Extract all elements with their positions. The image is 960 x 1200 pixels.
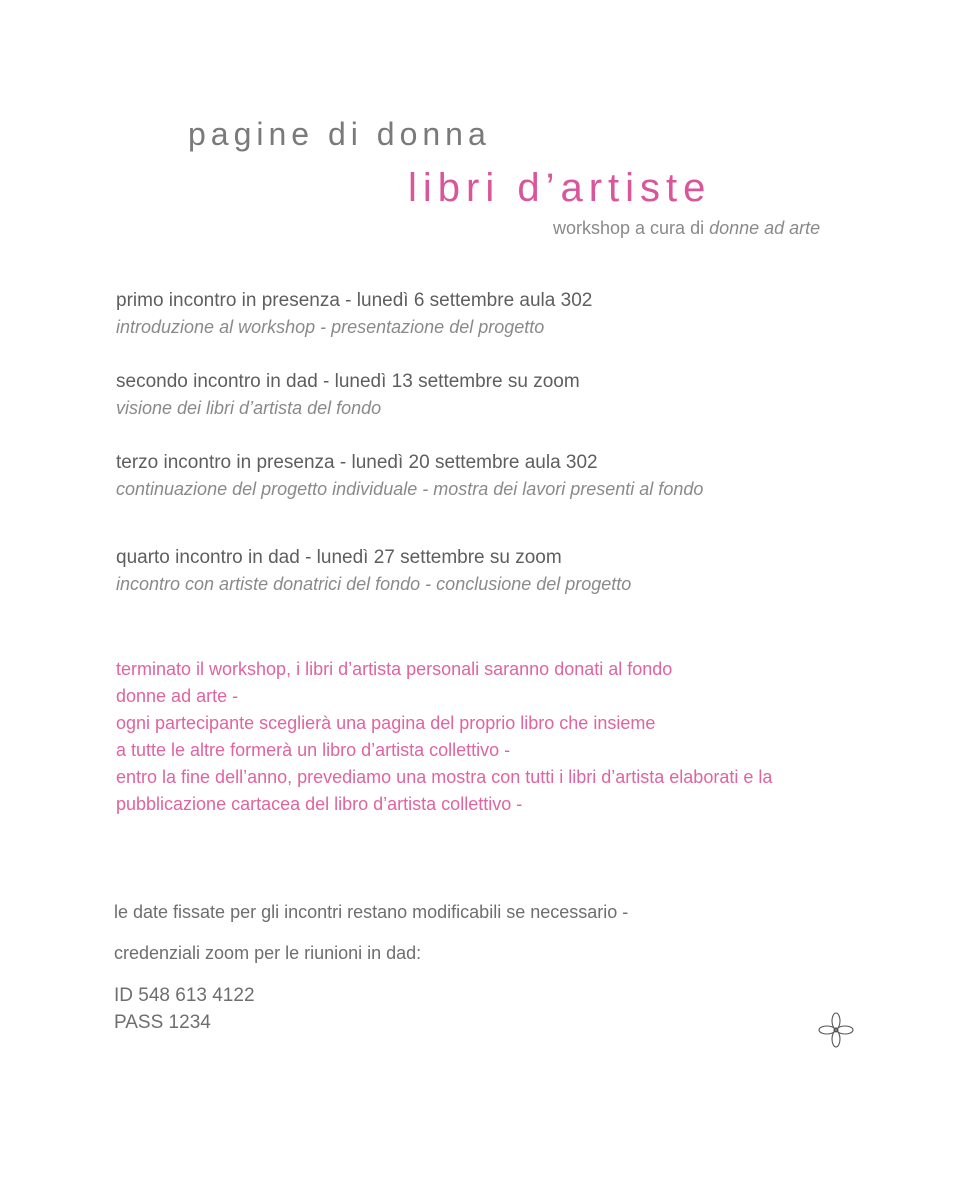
meeting-description: visione dei libri d’artista del fondo [116,398,382,418]
workshop-credit [553,218,820,239]
meeting-description: incontro con artiste donatrici del fondo - conclusione del progetto [116,574,632,594]
zoom-id: ID 548 613 4122 [114,985,255,1006]
meeting-title: secondo incontro in dad - lunedì 13 settembre su zoom [116,371,580,392]
flower-icon [816,1010,856,1050]
note-line: a tutte le altre formerà un libro d’artista collettivo - [116,740,511,760]
workshop-notes [116,656,916,818]
meeting-description: continuazione del progetto individuale - mostra dei lavori presenti al fondo [116,479,704,499]
dates-note: le date fissate per gli incontri restano modificabili se necessario - [114,902,629,922]
note-line: pubblicazione cartacea del libro d’artista collettivo - [116,794,523,814]
page-title: pagine di donna [188,116,491,152]
meeting-3 [116,450,703,502]
meeting-title: primo incontro in presenza - lunedì 6 settembre aula 302 [116,290,593,311]
credit-name: donne ad arte [709,218,821,238]
zoom-pass: PASS 1234 [114,1012,211,1033]
page-subtitle: libri d’artiste [408,166,712,210]
note-line: terminato il workshop, i libri d’artista personali saranno donati al fondo [116,659,673,679]
note-line: donne ad arte - [116,686,239,706]
meeting-1 [116,288,592,340]
meeting-title: terzo incontro in presenza - lunedì 20 settembre aula 302 [116,452,598,473]
note-line: entro la fine dell’anno, prevediamo una mostra con tutti i libri d’artista elaborati e la [116,767,773,787]
meeting-title: quarto incontro in dad - lunedì 27 settembre su zoom [116,547,562,568]
note-line: ogni partecipante sceglierà una pagina del proprio libro che insieme [116,713,656,733]
credit-prefix: workshop a cura di [553,218,705,238]
zoom-credentials [114,982,255,1036]
meeting-2 [116,369,580,421]
meeting-description: introduzione al workshop - presentazione del progetto [116,317,545,337]
meeting-4 [116,545,631,597]
zoom-label: credenziali zoom per le riunioni in dad: [114,943,422,963]
